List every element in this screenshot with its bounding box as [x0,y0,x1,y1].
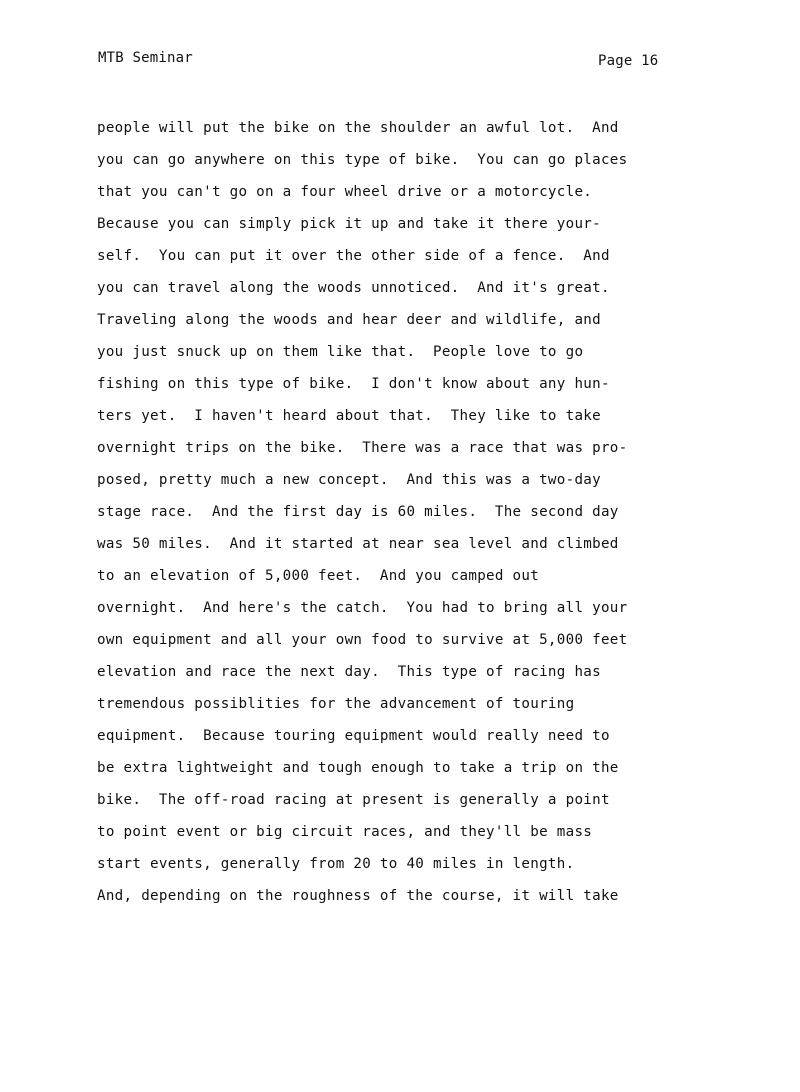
document-title: MTB Seminar [98,50,193,66]
text-line: overnight. And here's the catch. You had to bring all your [97,600,628,616]
text-line: you just snuck up on them like that. People love to go [97,344,584,360]
text-line: people will put the bike on the shoulder an awful lot. And [97,120,619,136]
text-line: that you can't go on a four wheel drive or a motorcycle. [97,184,593,200]
text-line: to an elevation of 5,000 feet. And you camped out [97,568,540,584]
text-line: posed, pretty much a new concept. And this was a two-day [97,472,601,488]
text-line: own equipment and all your own food to survive at 5,000 feet [97,632,628,648]
text-line: And, depending on the roughness of the course, it will take [97,888,619,904]
text-line: stage race. And the first day is 60 miles. The second day [97,504,619,520]
text-line: you can go anywhere on this type of bike. You can go places [97,152,628,168]
text-line: start events, generally from 20 to 40 miles in length. [97,856,575,872]
text-line: was 50 miles. And it started at near sea level and climbed [97,536,619,552]
text-line: ters yet. I haven't heard about that. They like to take [97,408,601,424]
text-line: overnight trips on the bike. There was a race that was pro- [97,440,628,456]
text-line: to point event or big circuit races, and they'll be mass [97,824,593,840]
page-number: Page 16 [598,53,659,69]
text-line: fishing on this type of bike. I don't know about any hun- [97,376,610,392]
text-line: Traveling along the woods and hear deer and wildlife, and [97,312,601,328]
text-line: equipment. Because touring equipment would really need to [97,728,610,744]
text-line: Because you can simply pick it up and take it there your- [97,216,601,232]
text-line: you can travel along the woods unnoticed. And it's great. [97,280,610,296]
body-text [97,116,737,916]
text-line: tremendous possiblities for the advancement of touring [97,696,575,712]
text-line: elevation and race the next day. This type of racing has [97,664,601,680]
text-line: bike. The off-road racing at present is generally a point [97,792,610,808]
text-line: self. You can put it over the other side of a fence. And [97,248,610,264]
text-line: be extra lightweight and tough enough to take a trip on the [97,760,619,776]
